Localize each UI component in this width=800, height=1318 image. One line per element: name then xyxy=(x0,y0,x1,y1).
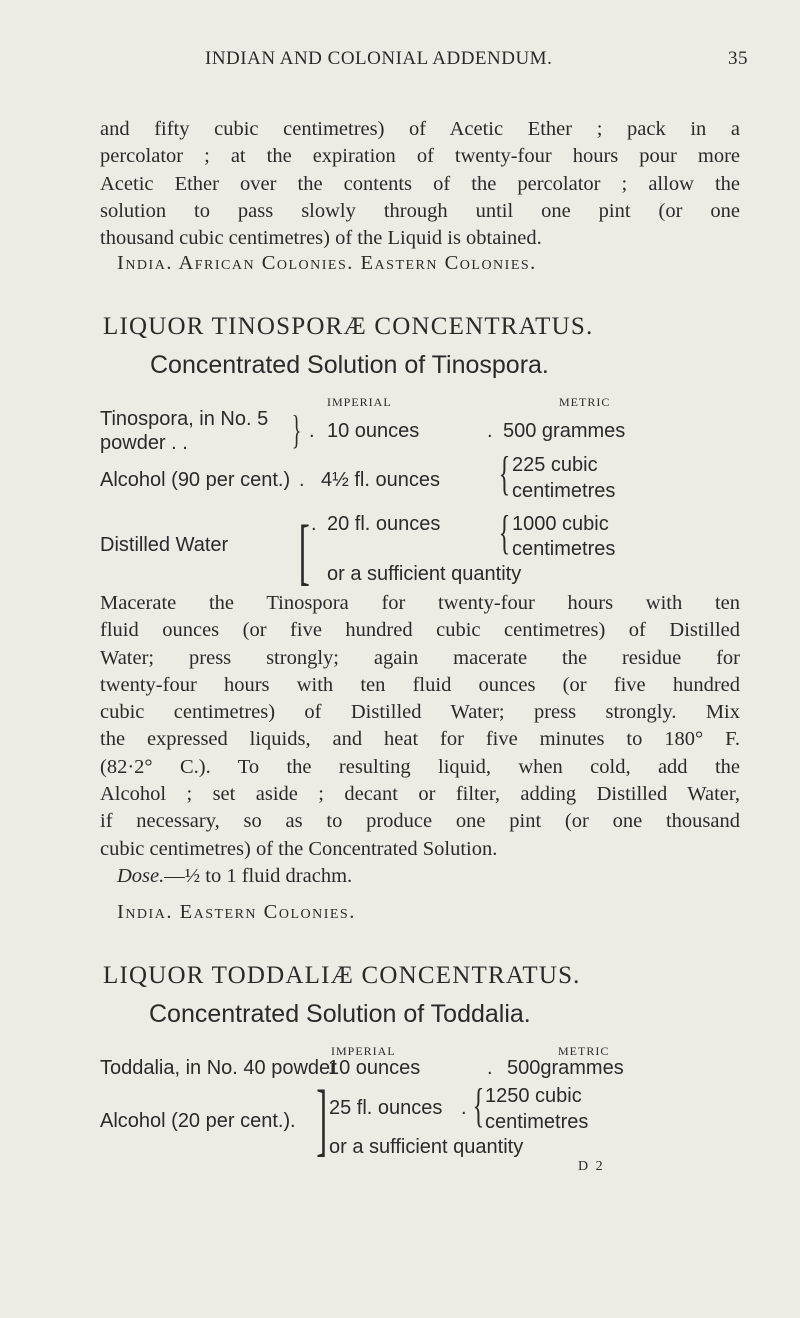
directions-line: cubic centimetres) of the Concentrated Solution. xyxy=(100,837,498,860)
directions-line: the expressed liquids, and heat for five minutes to 180° F. xyxy=(100,728,740,751)
intro-colonies: India. African Colonies. Eastern Colonies. xyxy=(117,252,537,274)
intro-line: thousand cubic centimetres) of the Liquid is obtained. xyxy=(100,227,542,250)
metric-amount: 225 cubic xyxy=(512,454,598,476)
imperial-amount: 20 fl. ounces xyxy=(327,513,441,535)
directions-line: Alcohol ; set aside ; decant or filter, adding Distilled Water, xyxy=(100,783,740,806)
metric-amount-cont: centimetres xyxy=(512,538,616,560)
imperial-amount: 10 ounces xyxy=(327,420,420,442)
section1-col-metric: METRIC xyxy=(559,395,611,409)
ingredient-name: Toddalia, in No. 40 powder xyxy=(100,1057,337,1079)
intro-line: and fifty cubic centimetres) of Acetic Ether ; pack in a xyxy=(100,118,740,140)
metric-amount: 500grammes xyxy=(507,1057,624,1079)
intro-line: Acetic Ether over the contents of the percolator ; allow the xyxy=(100,172,740,195)
ingredient-name-cont: powder . . xyxy=(100,432,188,454)
metric-amount-cont: centimetres xyxy=(485,1111,589,1133)
directions-line: twenty-four hours with ten fluid ounces (or five hundred xyxy=(100,673,740,696)
section1-colonies: India. Eastern Colonies. xyxy=(117,901,356,923)
directions-line: fluid ounces (or five hundred cubic centimetres) of Distilled xyxy=(100,619,740,642)
intro-line: solution to pass slowly through until one pint (or one xyxy=(100,199,740,222)
brace-icon: { xyxy=(498,447,511,500)
ingredient-name: Tinospora, in No. 5 xyxy=(100,408,269,430)
brace-icon: { xyxy=(498,506,511,559)
section1-col-imperial: IMPERIAL xyxy=(327,395,392,409)
section2-title: LIQUOR TODDALIÆ CONCENTRATUS. xyxy=(103,962,581,989)
dot-leader: . xyxy=(461,1097,467,1119)
imperial-amount: 25 fl. ounces xyxy=(329,1097,443,1119)
section1-directions xyxy=(100,590,740,863)
signature-mark: D 2 xyxy=(578,1159,605,1174)
brace-icon: [ xyxy=(298,511,310,593)
directions-line: cubic centimetres) of Distilled Water; press strongly. Mix xyxy=(100,701,740,724)
section1-subtitle: Concentrated Solution of Tinospora. xyxy=(150,351,549,379)
metric-amount: 1000 cubic xyxy=(512,513,609,535)
metric-amount: 500 grammes xyxy=(503,420,626,442)
directions-line: Water; press strongly; again macerate the residue for xyxy=(100,646,740,669)
directions-line: if necessary, so as to produce one pint (or one thousand xyxy=(100,810,740,833)
imperial-amount: 10 ounces xyxy=(328,1057,421,1079)
dot-leader: . xyxy=(299,469,305,491)
dose-value: —½ to 1 fluid drachm. xyxy=(164,865,353,887)
dose-label: Dose. xyxy=(117,865,165,887)
page-number: 35 xyxy=(728,48,748,69)
dot-leader: . xyxy=(487,420,493,442)
brace-icon: } xyxy=(291,407,302,452)
intro-paragraph xyxy=(100,116,740,252)
brace-icon: ] xyxy=(316,1073,328,1164)
dot-leader: . xyxy=(311,513,317,535)
dot-leader: . xyxy=(309,420,315,442)
section2-subtitle: Concentrated Solution of Toddalia. xyxy=(149,1000,531,1028)
imperial-amount: 4½ fl. ounces xyxy=(321,469,440,491)
metric-amount-cont: centimetres xyxy=(512,480,616,502)
quantity-note: or a sufficient quantity xyxy=(329,1136,524,1158)
quantity-note: or a sufficient quantity xyxy=(327,563,522,585)
section2-col-metric: METRIC xyxy=(558,1044,610,1058)
ingredient-name: Alcohol (20 per cent.) xyxy=(100,1110,291,1132)
brace-icon: { xyxy=(472,1079,485,1132)
directions-line: (82·2° C.). To the resulting liquid, when cold, add the xyxy=(100,755,740,778)
dose-line xyxy=(117,865,352,888)
dot-leader: . xyxy=(290,1110,296,1132)
section1-title: LIQUOR TINOSPORÆ CONCENTRATUS. xyxy=(103,313,594,340)
section2-col-imperial: IMPERIAL xyxy=(331,1044,396,1058)
dot-leader: . xyxy=(487,1057,493,1079)
ingredient-name: Alcohol (90 per cent.) xyxy=(100,469,291,491)
intro-line: percolator ; at the expiration of twenty-four hours pour more xyxy=(100,145,740,168)
header-title: INDIAN AND COLONIAL ADDENDUM. xyxy=(205,48,553,69)
metric-amount: 1250 cubic xyxy=(485,1085,582,1107)
ingredient-name: Distilled Water xyxy=(100,534,229,556)
directions-line: Macerate the Tinospora for twenty-four hours with ten xyxy=(100,592,740,614)
